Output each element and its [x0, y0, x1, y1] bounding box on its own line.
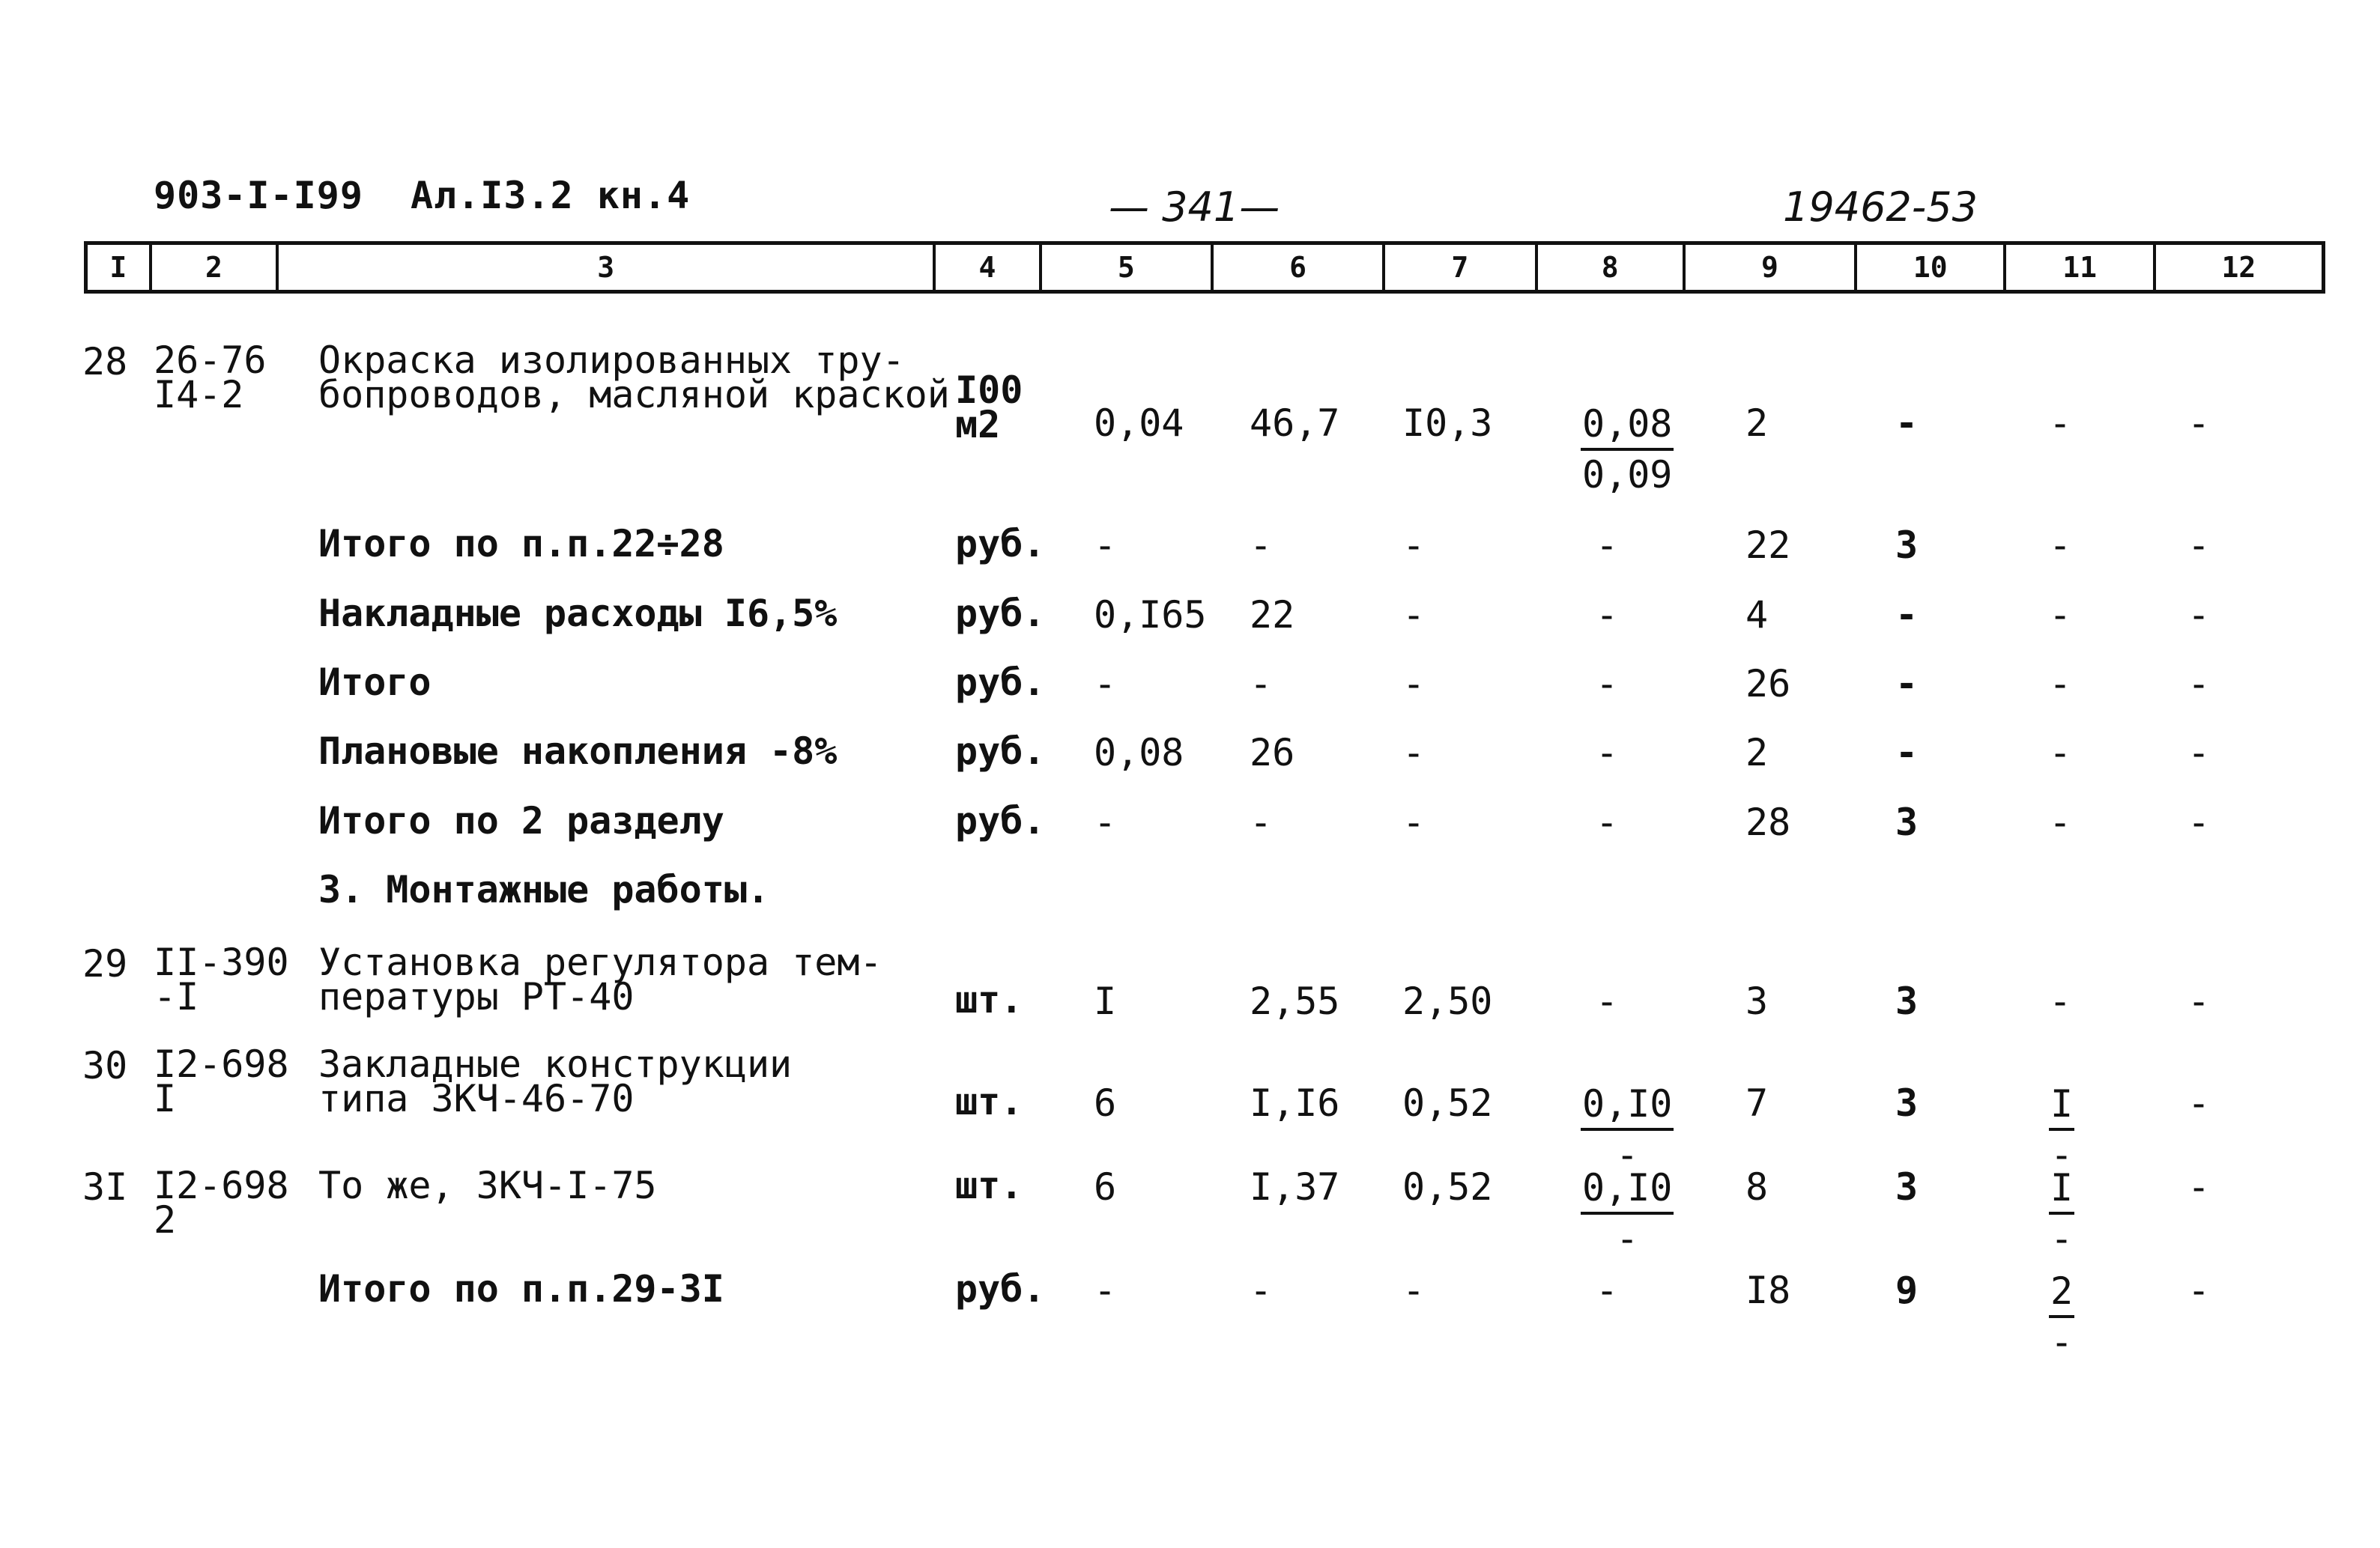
col-8-fraction	[1581, 400, 1674, 499]
col-9-value: 3	[1745, 980, 1769, 1023]
col-7-value: 0,52	[1402, 1081, 1493, 1125]
col-8-fraction	[1581, 1164, 1674, 1263]
col-11-fraction-numerator: I	[2049, 1080, 2074, 1131]
column-number-1: I	[88, 245, 152, 290]
unit: шт.	[955, 978, 1023, 1022]
col-10-value: 3	[1895, 801, 1919, 844]
col-5-value: 0,04	[1094, 401, 1184, 445]
col-11-value: -	[2049, 401, 2072, 445]
col-10-value: -	[1895, 662, 1919, 705]
col-12-value: -	[2187, 980, 2211, 1023]
col-9-value: 7	[1745, 1081, 1769, 1125]
item-number: 30	[82, 1044, 128, 1087]
item-number: 28	[82, 340, 128, 383]
column-number-8: 8	[1538, 245, 1686, 290]
section-title: 3. Монтажные работы.	[318, 868, 770, 911]
col-11-fraction-denominator: -	[2050, 1320, 2074, 1364]
norm-code: I2-698 2	[154, 1164, 289, 1242]
unit: шт.	[955, 1164, 1023, 1207]
col-8-fraction-numerator: 0,I0	[1581, 1164, 1674, 1215]
col-11-value: -	[2049, 593, 2072, 637]
col-11-fraction-denominator: -	[2050, 1217, 2074, 1260]
column-number-6: 6	[1214, 245, 1385, 290]
col-7-value: I0,3	[1402, 401, 1493, 445]
column-number-2: 2	[152, 245, 279, 290]
col-7-value: -	[1402, 801, 1426, 844]
col-5-value: 6	[1094, 1165, 1117, 1209]
col-7-value: -	[1402, 662, 1426, 705]
col-11-fraction-numerator: 2	[2049, 1267, 2074, 1318]
column-number-9: 9	[1686, 245, 1857, 290]
col-7-value: -	[1402, 731, 1426, 774]
page-number: — 341—	[1109, 183, 1280, 231]
column-number-12: 12	[2221, 251, 2256, 284]
col-11-value: -	[2049, 731, 2072, 774]
col-12-value: -	[2187, 731, 2211, 774]
unit: руб.	[955, 1267, 1046, 1311]
col-9-value: 4	[1745, 593, 1769, 637]
unit: руб.	[955, 729, 1046, 773]
col-8-value: -	[1596, 523, 1619, 567]
col-8-value: -	[1596, 980, 1619, 1023]
col-12-value: -	[2187, 523, 2211, 567]
col-6-value: 26	[1250, 731, 1295, 774]
col-6-value: I,37	[1250, 1165, 1340, 1209]
item-description: Итого по п.п.29-3I	[318, 1267, 724, 1311]
col-9-value: 8	[1745, 1165, 1769, 1209]
column-number-5: 5	[1042, 245, 1214, 290]
col-5-value: 0,I65	[1094, 593, 1207, 637]
col-12-value: -	[2187, 593, 2211, 637]
col-9-value: I8	[1745, 1269, 1791, 1312]
item-number: 29	[82, 942, 128, 986]
col-8-fraction-denominator: 0,09	[1582, 453, 1673, 497]
norm-code: I2-698 I	[154, 1042, 289, 1120]
norm-code: 26-76 I4-2	[154, 339, 267, 416]
col-5-value: -	[1094, 801, 1117, 844]
item-description: Итого по 2 разделу	[318, 799, 724, 843]
unit: руб.	[955, 592, 1046, 635]
item-description: Закладные конструкции типа ЗКЧ-46-70	[318, 1042, 793, 1120]
column-number-10: 10	[1857, 245, 2006, 290]
col-11-value: -	[2049, 980, 2072, 1023]
col-11-value: -	[2049, 801, 2072, 844]
unit: руб.	[955, 799, 1046, 843]
col-7-value: 0,52	[1402, 1165, 1493, 1209]
col-10-value: 3	[1895, 1081, 1919, 1125]
col-11-value: -	[2049, 523, 2072, 567]
col-9-value: 2	[1745, 731, 1769, 774]
item-description: То же, ЗКЧ-I-75	[318, 1164, 657, 1207]
col-5-value: 6	[1094, 1081, 1117, 1125]
col-12-value: -	[2187, 401, 2211, 445]
unit: руб.	[955, 661, 1046, 704]
item-description: Плановые накопления -8%	[318, 729, 838, 773]
unit: I00 м2	[955, 368, 1023, 446]
col-5-value: -	[1094, 523, 1117, 567]
col-12-value: -	[2187, 662, 2211, 705]
item-description: Окраска изолированных тру- бопроводов, масляной краской	[318, 339, 950, 416]
column-number-3: 3	[279, 245, 936, 290]
col-7-value: -	[1402, 593, 1426, 637]
col-12-value: -	[2187, 1269, 2211, 1312]
stamp-number: 19462-53	[1783, 183, 1978, 231]
col-9-value: 22	[1745, 523, 1791, 567]
col-6-value: 2,55	[1250, 980, 1340, 1023]
col-10-value: -	[1895, 731, 1919, 774]
norm-code: II-390 -I	[154, 941, 289, 1019]
doc-code: 903-I-I99	[154, 174, 363, 217]
col-5-value: I	[1094, 980, 1117, 1023]
col-6-value: 22	[1250, 593, 1295, 637]
col-11-fraction	[2049, 1164, 2074, 1263]
column-number-7: 7	[1385, 245, 1537, 290]
col-6-value: 46,7	[1250, 401, 1340, 445]
col-8-value: -	[1596, 801, 1619, 844]
col-10-value: 3	[1895, 523, 1919, 567]
item-description: Итого	[318, 661, 432, 704]
col-10-value: 9	[1895, 1269, 1919, 1312]
col-11-fraction-denominator: -	[2050, 1133, 2074, 1177]
col-8-fraction-denominator: -	[1616, 1217, 1639, 1260]
col-5-value: 0,08	[1094, 731, 1184, 774]
col-7-value: -	[1402, 523, 1426, 567]
col-8-fraction-numerator: 0,I0	[1581, 1080, 1674, 1131]
col-9-value: 26	[1745, 662, 1791, 705]
col-8-fraction-denominator: -	[1616, 1133, 1639, 1177]
item-description: Установка регулятора тем- пературы РТ-40	[318, 941, 882, 1019]
col-10-value: 3	[1895, 980, 1919, 1023]
col-12-value: -	[2187, 1081, 2211, 1125]
col-8-value: -	[1596, 662, 1619, 705]
col-8-value: -	[1596, 593, 1619, 637]
item-description: Накладные расходы I6,5%	[318, 592, 838, 635]
col-8-value: -	[1596, 1269, 1619, 1312]
column-number-11: 11	[2006, 245, 2155, 290]
col-6-value: I,I6	[1250, 1081, 1340, 1125]
col-5-value: -	[1094, 1269, 1117, 1312]
col-12-value: -	[2187, 1165, 2211, 1209]
col-9-value: 28	[1745, 801, 1791, 844]
col-7-value: -	[1402, 1269, 1426, 1312]
col-5-value: -	[1094, 662, 1117, 705]
unit: шт.	[955, 1080, 1023, 1123]
col-10-value: 3	[1895, 1165, 1919, 1209]
column-number-strip	[84, 241, 2325, 294]
col-6-value: -	[1250, 662, 1273, 705]
col-9-value: 2	[1745, 401, 1769, 445]
col-7-value: 2,50	[1402, 980, 1493, 1023]
col-11-value: -	[2049, 662, 2072, 705]
col-10-value: -	[1895, 593, 1919, 637]
col-6-value: -	[1250, 1269, 1273, 1312]
col-11-fraction-numerator: I	[2049, 1164, 2074, 1215]
unit: руб.	[955, 522, 1046, 565]
col-6-value: -	[1250, 523, 1273, 567]
col-12-value: -	[2187, 801, 2211, 844]
col-8-value: -	[1596, 731, 1619, 774]
col-10-value: -	[1895, 401, 1919, 445]
col-6-value: -	[1250, 801, 1273, 844]
col-11-fraction	[2049, 1267, 2074, 1366]
item-number: 3I	[82, 1165, 128, 1209]
col-8-fraction-numerator: 0,08	[1581, 400, 1674, 451]
item-description: Итого по п.п.22÷28	[318, 522, 724, 565]
album-ref: Ал.I3.2 кн.4	[411, 174, 691, 217]
column-number-4: 4	[936, 245, 1042, 290]
